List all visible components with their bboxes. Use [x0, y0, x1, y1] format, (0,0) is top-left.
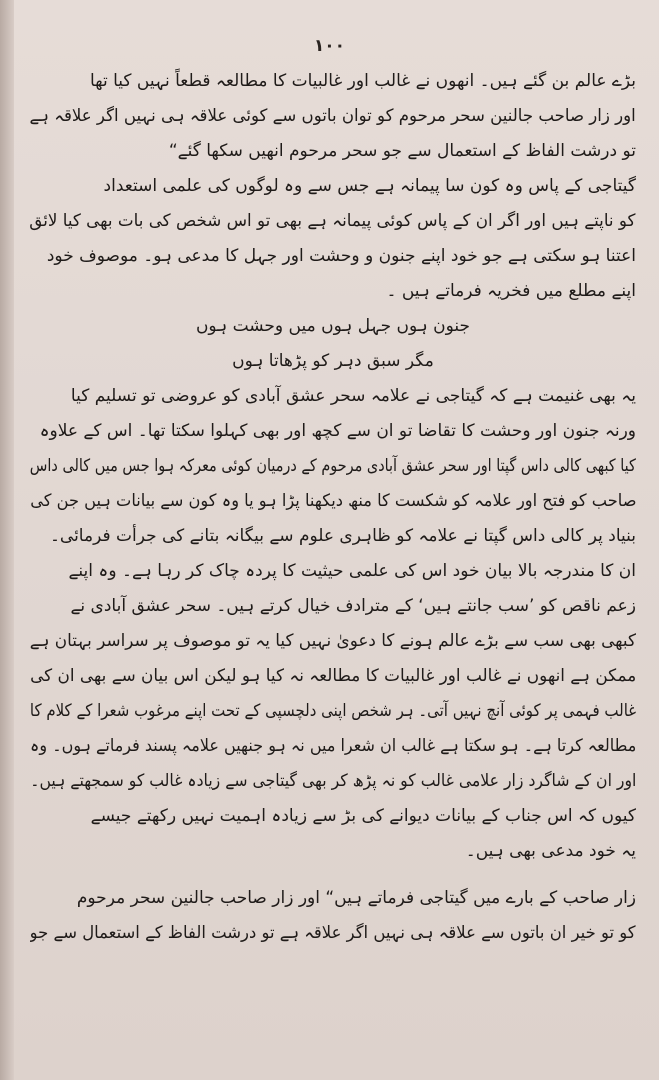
page-binding-edge	[0, 0, 14, 1080]
paragraph-line: کیوں کہ اس جناب کے بیانات دیوانے کی بڑ سے زیادہ اہمیت نہیں رکھتے جیسے	[90, 806, 636, 826]
paragraph-line: صاحب کو فتح اور علامہ کو شکست کا منھ دیکھنا پڑا ہو یا وہ کون سے بیانات ہیں جن کی	[30, 491, 636, 511]
paragraph-line: زعم ناقص کو ’سب جانتے ہیں‘ کے مترادف خیال کرتے ہیں۔ سحر عشق آبادی نے	[70, 596, 636, 616]
paragraph-line: یہ بھی غنیمت ہے کہ گیتاجی نے علامہ سحر عشق آبادی کو عروضی تو تسلیم کیا	[70, 386, 636, 406]
paragraph-line: کیا کبھی کالی داس گپتا اور سحر عشق آبادی مرحوم کے درمیان کوئی معرکہ ہوا جس میں کالی داس	[30, 456, 636, 476]
couplet-verse: جنون ہوں جہل ہوں میں وحشت ہوں	[195, 316, 471, 336]
paragraph-line: اعتنا ہو سکتی ہے جو خود اپنے جنون و وحشت اور جہل کا مدعی ہو۔ موصوف خود	[46, 246, 636, 266]
poetry-couplet	[30, 309, 636, 379]
paragraph-line: بڑے عالم بن گئے ہیں۔ انھوں نے غالب اور غالبیات کا مطالعہ قطعاً نہیں کیا تھا	[89, 71, 636, 91]
paragraph-line: غالب فہمی پر کوئی آنچ نہیں آتی۔ ہر شخص اپنی دلچسپی کے تحت اپنے مرغوب شعرا کے کلام کا	[30, 701, 636, 721]
paragraph-line: کو تو خیر ان باتوں سے علاقہ ہی نہیں اگر علاقہ ہے تو درشت الفاظ کے استعمال سے جو	[30, 923, 636, 943]
paragraph-line: اور ان کے شاگرد زار علامی غالب کو نہ پڑھ کر بھی گیتاجی سے زیادہ غالب کو سمجھتے ہیں۔	[30, 771, 636, 791]
paragraph-line: مطالعہ کرتا ہے۔ ہو سکتا ہے غالب ان شعرا میں نہ ہو جنھیں علامہ پسند فرماتے ہوں۔ وہ	[30, 736, 636, 756]
paragraph-line: تو درشت الفاظ کے استعمال سے جو سحر مرحوم انھیں سکھا گئے“	[168, 141, 636, 161]
paragraph-line: ممکن ہے انھوں نے غالب اور غالبیات کا مطالعہ نہ کیا ہو لیکن اس بیان سے بھی ان کی	[30, 666, 636, 686]
paragraph-line: کبھی بھی سب سے بڑے عالم ہونے کا دعویٰ نہیں کیا یہ تو موصوف پر سراسر بہتان ہے	[30, 631, 636, 651]
paragraph-line: گیتاجی کے پاس وہ کون سا پیمانہ ہے جس سے وہ لوگوں کی علمی استعداد	[103, 176, 636, 196]
paragraph-line: زار صاحب کے بارے میں گیتاجی فرماتے ہیں“ اور زار صاحب جالنین سحر مرحوم	[76, 888, 636, 908]
paragraph-line: ورنہ جنون اور وحشت کا تقاضا تو ان سے کچھ اور بھی کہلوا سکتا تھا۔ اس کے علاوہ	[39, 421, 636, 441]
paragraph-line: ان کا مندرجہ بالا بیان خود اس کی علمی حیثیت کا پردہ چاک کر رہا ہے۔ وہ اپنے	[68, 561, 636, 581]
paragraph-line: کو ناپتے ہیں اور اگر ان کے پاس کوئی پیمانہ ہے بھی تو اس شخص کی بات بھی کیا لائق	[30, 211, 636, 231]
page-body-text	[30, 64, 636, 951]
page-number: ۱۰۰	[313, 36, 346, 56]
paragraph-line: بنیاد پر کالی داس گپتا نے علامہ کو ظاہری علوم سے بیگانہ بتانے کی جرأت فرمائی۔	[49, 526, 636, 546]
paragraph-line: اور زار صاحب جالنین سحر مرحوم کو توان باتوں سے کوئی علاقہ ہی نہیں اگر علاقہ ہے	[30, 106, 636, 126]
paragraph-line: اپنے مطلع میں فخریہ فرماتے ہیں ۔	[386, 281, 636, 301]
couplet-verse: مگر سبق دہر کو پڑھاتا ہوں	[232, 351, 434, 371]
paragraph-gap	[30, 869, 636, 881]
paragraph-line: یہ خود مدعی بھی ہیں۔	[465, 841, 636, 861]
